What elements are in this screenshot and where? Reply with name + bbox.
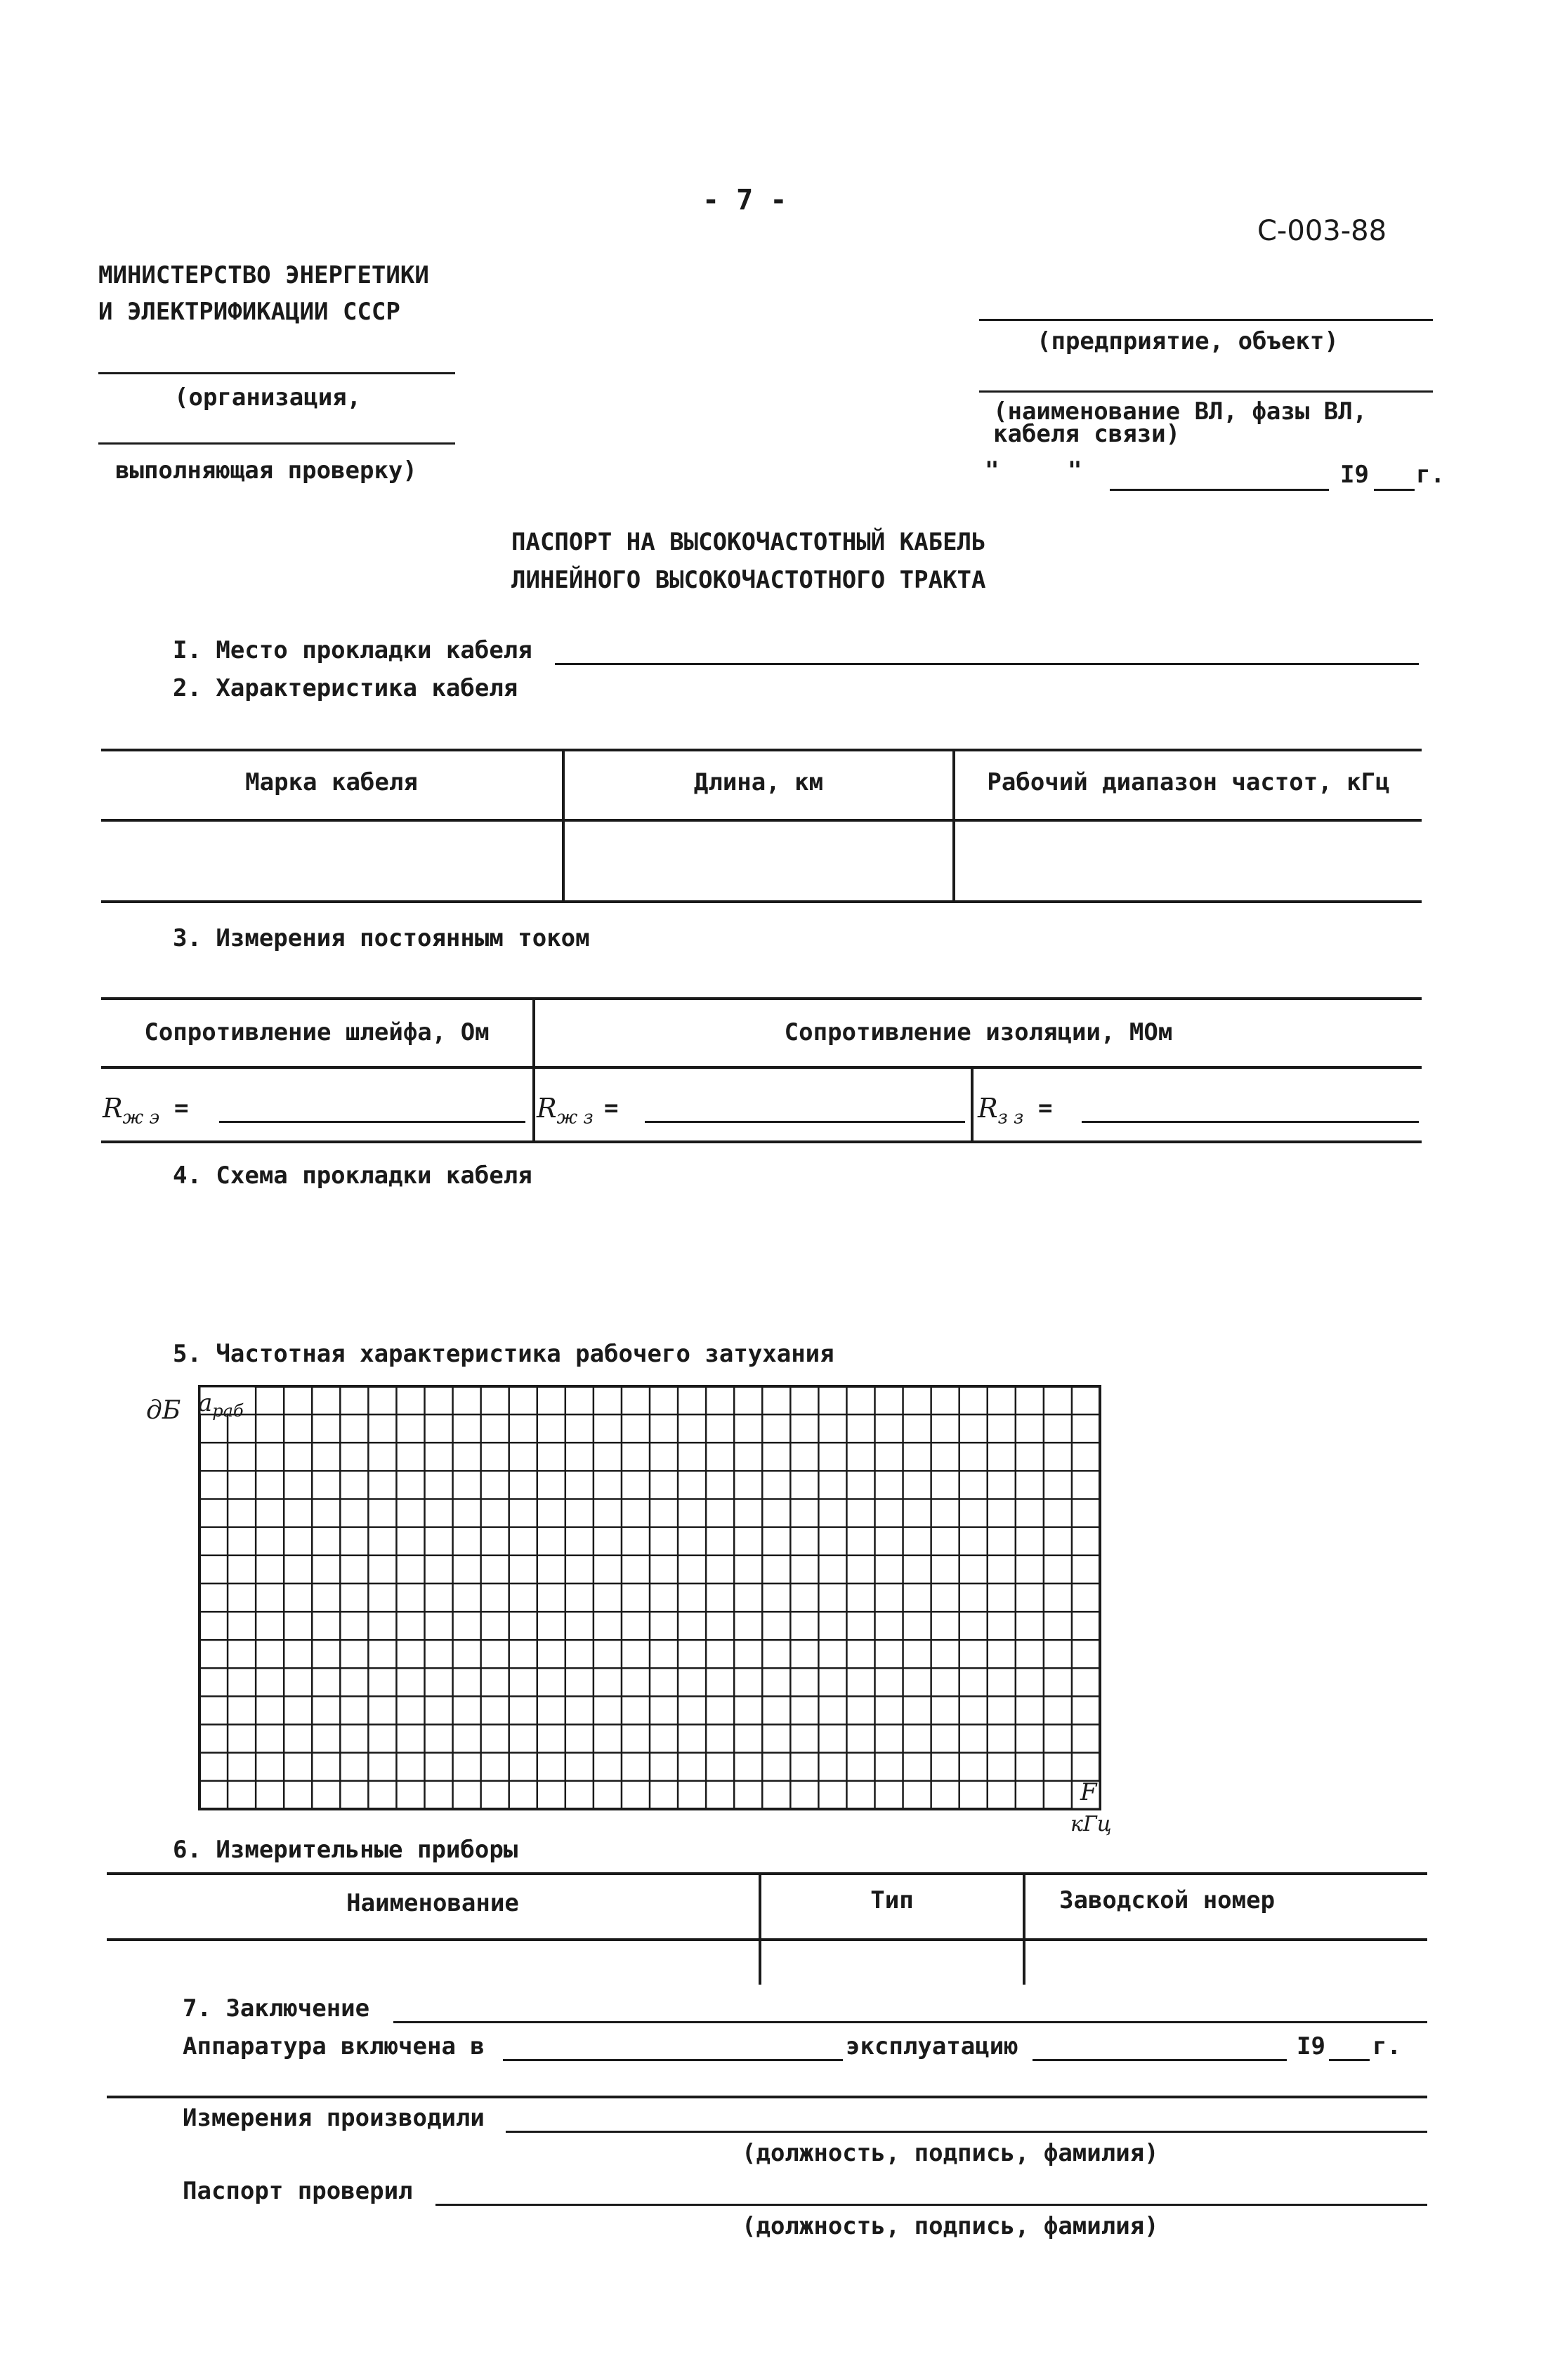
- dc-table-header-bottom: [101, 1066, 1422, 1069]
- instrument-serial-header: Заводской номер: [1059, 1886, 1276, 1914]
- dc-table-top: [101, 997, 1422, 1000]
- organization-caption-1: (организация,: [174, 383, 362, 412]
- date-year-suffix: г.: [1416, 461, 1445, 489]
- instrument-serial-cell[interactable]: [1030, 1944, 1426, 1985]
- conclusion-separator: [107, 2096, 1427, 2098]
- line-name-caption-2: кабеля связи): [993, 420, 1181, 448]
- instrument-type-header: Тип: [870, 1886, 914, 1914]
- r-shield-label: $R_{з з}$: [978, 1093, 1024, 1129]
- instrument-name-header: Наименование: [346, 1889, 519, 1917]
- measured-by-caption: (должность, подпись, фамилия): [742, 2139, 1159, 2167]
- checked-by-label: Паспорт проверил: [183, 2177, 413, 2205]
- cable-length-cell[interactable]: [568, 826, 950, 895]
- apparatus-date-field[interactable]: [503, 2059, 843, 2061]
- apparatus-year-suffix: г.: [1372, 2032, 1401, 2060]
- apparatus-prefix: Аппаратура включена в: [183, 2032, 485, 2060]
- date-year-prefix: I9: [1340, 461, 1369, 489]
- instrument-type-cell[interactable]: [766, 1944, 1021, 1985]
- checked-by-caption: (должность, подпись, фамилия): [742, 2212, 1159, 2240]
- section-5-label: 5. Частотная характеристика рабочего затухания: [173, 1340, 834, 1368]
- dc-table-divider-2: [971, 1067, 974, 1140]
- cable-table-top: [101, 749, 1422, 751]
- instruments-table-divider-2: [1023, 1872, 1025, 1985]
- organization-field-2[interactable]: [98, 442, 455, 445]
- r-shield-field[interactable]: [1082, 1121, 1419, 1123]
- cable-length-header: Длина, км: [693, 768, 824, 796]
- attenuation-grid: [197, 1383, 1103, 1812]
- section-4-label: 4. Схема прокладки кабеля: [173, 1162, 532, 1190]
- cable-table-bottom: [101, 900, 1422, 903]
- loop-resistance-header: Сопротивление шлейфа, Ом: [144, 1018, 490, 1046]
- cable-brand-header: Марка кабеля: [245, 768, 418, 796]
- instrument-name-cell[interactable]: [112, 1944, 754, 1985]
- date-quote-open: ": [985, 456, 999, 485]
- cable-frequency-header: Рабочий диапазон частот, кГц: [987, 768, 1390, 796]
- cable-frequency-cell[interactable]: [958, 826, 1417, 895]
- r-loop-equals: =: [174, 1094, 189, 1122]
- date-quote-close: ": [1068, 456, 1082, 485]
- instruments-table-header-bottom: [107, 1938, 1427, 1941]
- section-1-label: I. Место прокладки кабеля: [173, 636, 532, 664]
- page-number: - 7 -: [702, 184, 787, 216]
- line-name-field[interactable]: [979, 390, 1433, 393]
- cable-location-field[interactable]: [555, 663, 1419, 665]
- dc-table-bottom: [101, 1140, 1422, 1143]
- measured-by-field[interactable]: [506, 2131, 1427, 2133]
- chart-y-label: $a_{раб}$: [198, 1389, 244, 1421]
- cable-table-header-bottom: [101, 819, 1422, 822]
- section-2-label: 2. Характеристика кабеля: [173, 674, 518, 702]
- cable-layout-scheme-area[interactable]: [173, 1201, 1423, 1327]
- title-line-2: ЛИНЕЙНОГО ВЫСОКОЧАСТОТНОГО ТРАКТА: [511, 566, 986, 594]
- r-shield-equals: =: [1038, 1094, 1053, 1122]
- ministry-line-2: И ЭЛЕКТРИФИКАЦИИ СССР: [98, 298, 400, 326]
- chart-y-unit: дБ: [146, 1396, 181, 1425]
- section-7-label: 7. Заключение: [183, 1994, 370, 2023]
- chart-x-unit: кГц: [1070, 1812, 1112, 1836]
- cable-brand-cell[interactable]: [105, 826, 558, 895]
- r-loop-field[interactable]: [219, 1121, 525, 1123]
- date-year-field[interactable]: [1374, 489, 1415, 491]
- checked-by-field[interactable]: [435, 2204, 1427, 2206]
- line-name-caption-1: (наименование ВЛ, фазы ВЛ,: [993, 397, 1368, 426]
- section-3-label: 3. Измерения постоянным током: [173, 924, 590, 952]
- conclusion-field[interactable]: [393, 2021, 1427, 2023]
- document-code: С-003-88: [1257, 215, 1387, 247]
- r-loop-label: $R_{ж э}$: [103, 1093, 160, 1129]
- date-month-field[interactable]: [1110, 489, 1329, 491]
- r-core-field[interactable]: [645, 1121, 965, 1123]
- r-core-equals: =: [604, 1094, 619, 1122]
- instruments-table-top: [107, 1872, 1427, 1875]
- measured-by-label: Измерения производили: [183, 2104, 485, 2132]
- apparatus-middle: эксплуатацию: [846, 2032, 1018, 2060]
- section-6-label: 6. Измерительные приборы: [173, 1836, 518, 1864]
- apparatus-year-field[interactable]: [1329, 2059, 1370, 2061]
- title-line-1: ПАСПОРТ НА ВЫСОКОЧАСТОТНЫЙ КАБЕЛЬ: [511, 528, 986, 556]
- enterprise-field[interactable]: [979, 319, 1433, 321]
- enterprise-caption: (предприятие, объект): [1037, 327, 1339, 355]
- ministry-line-1: МИНИСТЕРСТВО ЭНЕРГЕТИКИ: [98, 261, 429, 289]
- chart-x-label: F: [1080, 1778, 1097, 1806]
- apparatus-date-field-2[interactable]: [1033, 2059, 1287, 2061]
- apparatus-year-prefix: I9: [1297, 2032, 1325, 2060]
- organization-field[interactable]: [98, 372, 455, 374]
- organization-caption-2: выполняющая проверку): [115, 456, 417, 485]
- insulation-resistance-header: Сопротивление изоляции, МОм: [784, 1018, 1173, 1046]
- r-core-label: $R_{ж з}$: [537, 1093, 594, 1129]
